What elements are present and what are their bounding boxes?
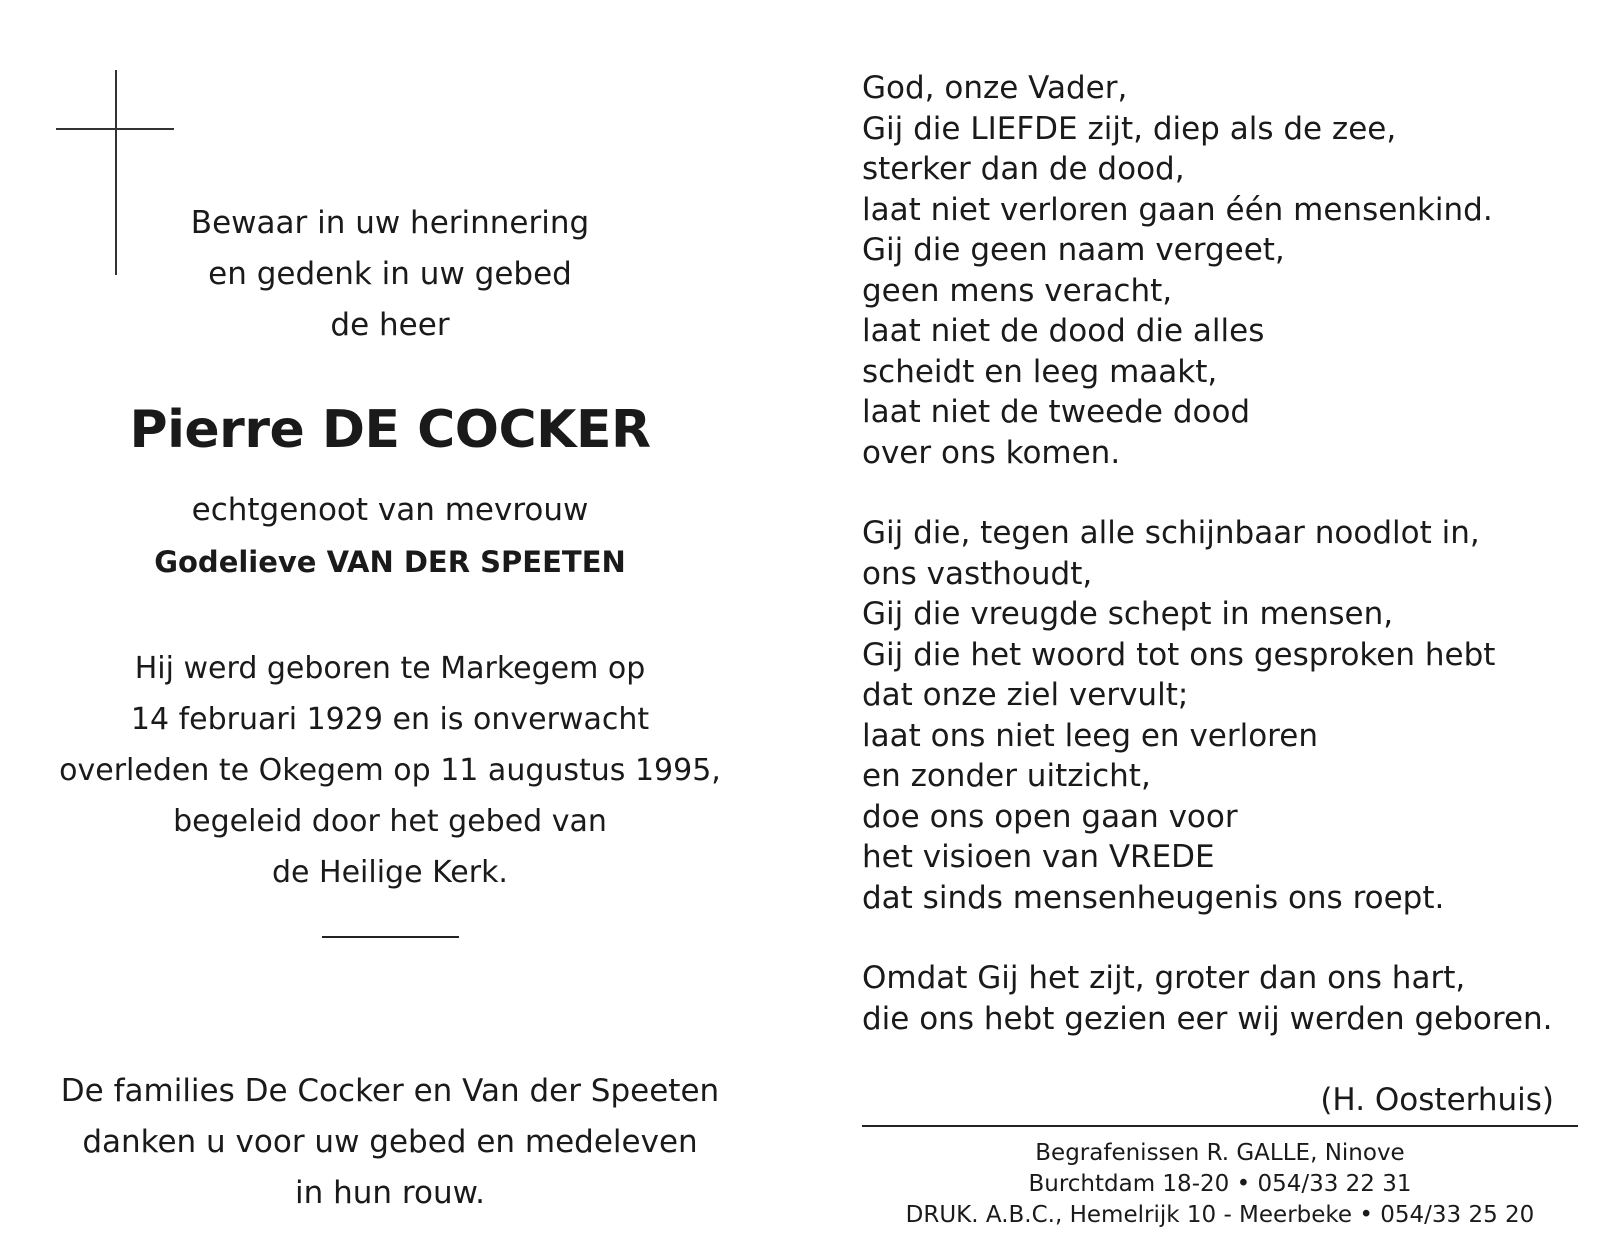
poem-line: geen mens veracht, <box>862 272 1173 309</box>
poem-line: Gij die vreugde schept in mensen, <box>862 596 1394 632</box>
poem-line: Gij die, tegen alle schijnbaar noodlot in, <box>862 515 1480 551</box>
spouse-name: Godelieve VAN DER SPEETEN <box>154 545 626 579</box>
thanks-line: danken u voor uw gebed en medeleven <box>82 1124 698 1160</box>
poem-line: laat niet de dood die alles <box>862 313 1265 349</box>
poem-line: scheidt en leeg maakt, <box>862 353 1218 390</box>
thanks-line: in hun rouw. <box>295 1175 485 1211</box>
imprint-line: DRUK. A.B.C., Hemelrijk 10 - Meerbeke • 054/33 25 20 <box>905 1202 1535 1228</box>
poem-line: Gij die het woord tot ons gesproken hebt <box>862 636 1496 673</box>
poem-line: doe ons open gaan voor <box>862 798 1238 835</box>
intro-line: Bewaar in uw herinnering <box>190 205 590 241</box>
poem-line: sterker dan de dood, <box>862 151 1185 187</box>
poem-line: en zonder uitzicht, <box>862 758 1151 794</box>
poem-line: het visioen van VREDE <box>862 839 1215 875</box>
poem-line: die ons hebt gezien eer wij werden geboren. <box>862 1000 1553 1037</box>
poem-line: Gij die LIEFDE zijt, diep als de zee, <box>862 110 1397 147</box>
intro-text <box>30 198 750 351</box>
poem-line: laat ons niet leeg en verloren <box>862 717 1318 754</box>
poem-line: Gij die geen naam vergeet, <box>862 232 1285 268</box>
imprint <box>862 1138 1578 1231</box>
thanks-text <box>30 1066 750 1219</box>
intro-line: de heer <box>330 307 450 343</box>
poem-line: God, onze Vader, <box>862 70 1128 106</box>
poem-line: laat niet verloren gaan één mensenkind. <box>862 191 1493 228</box>
poem-line: over ons komen. <box>862 434 1121 471</box>
life-line: begeleid door het gebed van <box>173 804 607 839</box>
divider-line <box>322 936 459 938</box>
life-line: de Heilige Kerk. <box>272 855 508 890</box>
poem-line: dat onze ziel vervult; <box>862 677 1189 713</box>
poem-stanza-3 <box>862 958 1553 1039</box>
life-line: overleden te Okegem op 11 augustus 1995, <box>59 753 721 788</box>
poem-stanza-1 <box>862 68 1553 473</box>
life-line: 14 februari 1929 en is onverwacht <box>130 702 650 737</box>
poem-line: laat niet de tweede dood <box>862 394 1251 430</box>
deceased-name: Pierre DE COCKER <box>129 400 651 460</box>
poem-line: ons vasthoudt, <box>862 555 1093 592</box>
imprint-line: Burchtdam 18-20 • 054/33 22 31 <box>1028 1171 1412 1197</box>
spouse-intro: echtgenoot van mevrouw <box>191 492 589 528</box>
life-line: Hij werd geboren te Markegem op <box>134 651 646 686</box>
life-details <box>30 643 750 898</box>
poem-line: Omdat Gij het zijt, groter dan ons hart, <box>862 960 1466 996</box>
poem-author: (H. Oosterhuis) <box>1320 1082 1554 1118</box>
footer-rule <box>862 1125 1578 1127</box>
imprint-line: Begrafenissen R. GALLE, Ninove <box>1035 1140 1405 1166</box>
poem-line: dat sinds mensenheugenis ons roept. <box>862 879 1445 916</box>
intro-line: en gedenk in uw gebed <box>208 256 572 292</box>
thanks-line: De families De Cocker en Van der Speeten <box>60 1073 720 1109</box>
poem-stanza-2 <box>862 513 1553 918</box>
poem <box>862 68 1553 1079</box>
